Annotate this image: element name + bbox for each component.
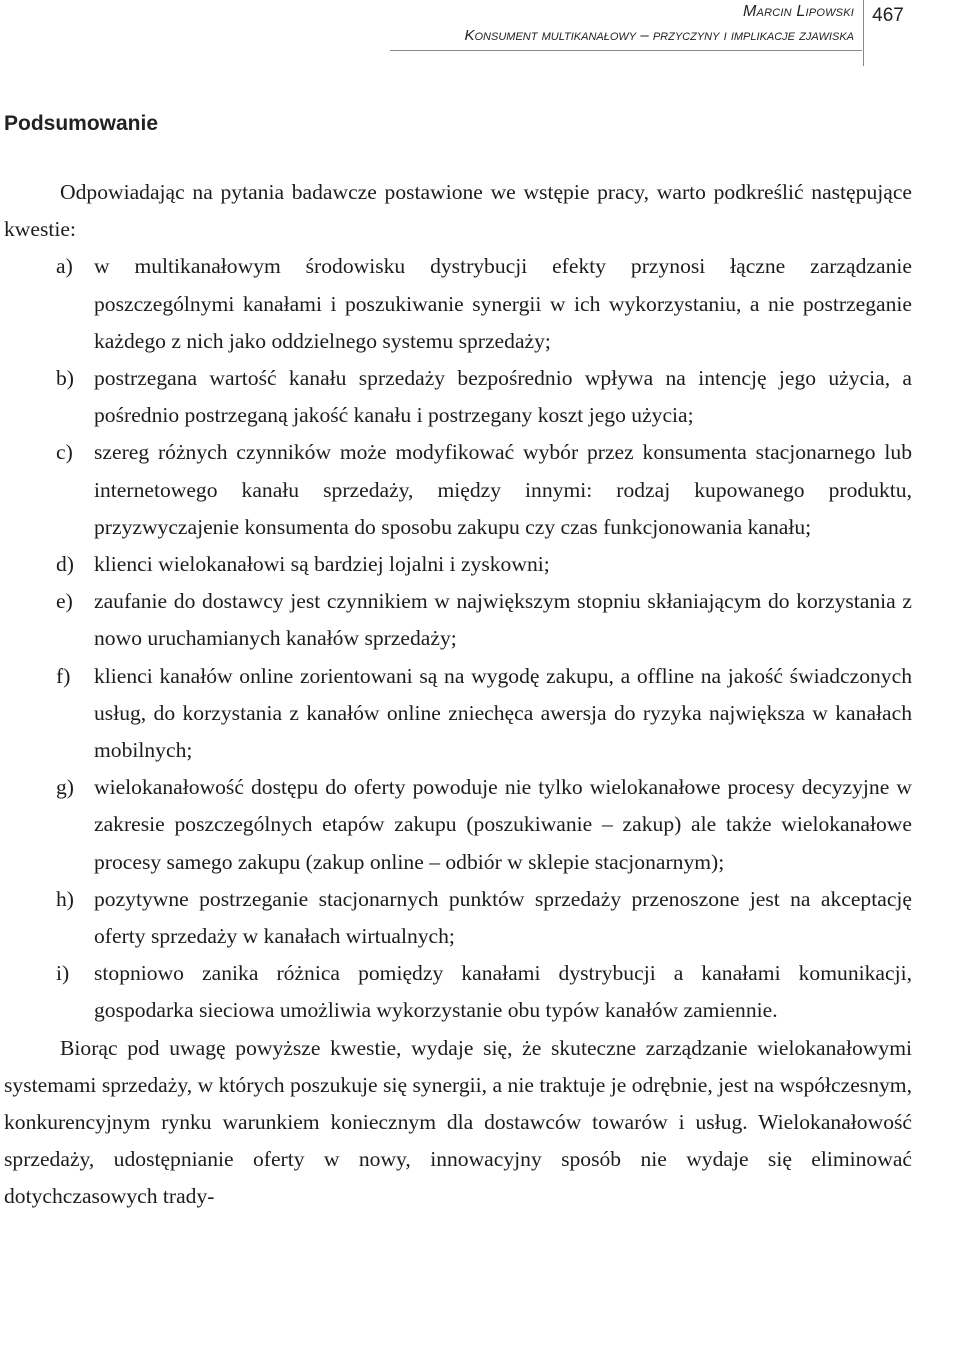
list-item <box>4 583 912 657</box>
list-item-marker: i) <box>56 961 70 986</box>
list-item-marker: b) <box>56 366 74 391</box>
list-item-marker: e) <box>56 589 73 614</box>
intro-paragraph: Odpowiadając na pytania badawcze postawione we wstępie pracy, warto podkreślić następujące kwestie: <box>4 180 912 242</box>
header-divider <box>390 50 862 51</box>
list-item-marker: h) <box>56 886 74 911</box>
page-number: 467 <box>872 5 904 26</box>
list-item <box>4 769 912 881</box>
list-item-marker: g) <box>56 775 74 800</box>
running-header <box>390 0 910 66</box>
list-item <box>4 434 912 546</box>
list-item-text: zaufanie do dostawcy jest czynnikiem w największym stopniu skłaniającym do korzystania z nowo uruchamianych kanałów sprzedaży; <box>94 589 912 651</box>
list-item <box>4 658 912 770</box>
list-item-text: pozytywne postrzeganie stacjonarnych punktów sprzedaży przenoszone jest na akceptację oferty sprzedaży w kanałach wirtualnych; <box>94 886 912 949</box>
list-item-marker: c) <box>56 440 73 465</box>
summary-list <box>4 248 912 1029</box>
section-title: Podsumowanie <box>4 112 159 135</box>
list-item <box>4 248 912 360</box>
header-author: Marcin Lipowski <box>743 3 854 20</box>
list-item-text: postrzegana wartość kanału sprzedaży bezpośrednio wpływa na intencję jego użycia, a pośrednio postrzeganą jakość kanału i postrzegany koszt jego użycia; <box>94 366 912 428</box>
list-item <box>4 881 912 955</box>
list-item-text: w multikanałowym środowisku dystrybucji efekty przynosi łączne zarządzanie poszczególnymi kanałami i poszukiwanie synergii w ich wykorzystaniu, a nie postrzeganie każdego z nich jako oddzielnego systemu sprzedaży; <box>94 254 912 353</box>
list-item-marker: a) <box>56 254 73 279</box>
conclusion-paragraph: Biorąc pod uwagę powyższe kwestie, wydaje się, że skuteczne zarządzanie wielokanałowymi systemami sprzedaży, w których poszukuje się synergii, a nie traktuje je odrębnie, jest na współczesnym, konkurencyjnym rynku warunkiem koniecznym dla dostawców towarów i usług. Wielokanałowość sprzedaży, udostępnianie oferty w nowy, innowacyjny sposób nie wydaje się eliminować dotychczasowych trady- <box>4 1035 912 1209</box>
list-item <box>4 955 912 1029</box>
list-item-text: klienci kanałów online zorientowani są na wygodę zakupu, a offline na jakość świadczonych usług, do korzystania z kanałów online zniechęca awersja do ryzyka największa w kanałach mobilnych; <box>94 663 912 763</box>
header-title: Konsument multikanałowy – przyczyny i implikacje zjawiska <box>464 27 854 44</box>
list-item-text: szereg różnych czynników może modyfikować wybór przez konsumenta stacjonarnego lub internetowego kanału sprzedaży, między innymi: rodzaj kupowanego produktu, przyzwyczajenie konsumenta do sposobu zakupu czy czas funkcjonowania kanału; <box>94 440 912 539</box>
list-item-text: stopniowo zanika różnica pomiędzy kanałami dystrybucji a kanałami komunikacji, gospodarka sieciowa umożliwia wykorzystanie obu typów kanałów zamiennie. <box>94 961 912 1023</box>
list-item-text: wielokanałowość dostępu do oferty powoduje nie tylko wielokanałowe procesy decyzyjne w zakresie poszczególnych etapów zakupu (poszukiwanie – zakup) ale także wielokanałowe procesy samego zakupu (zakup online – odbiór w sklepie stacjonarnym); <box>94 775 912 874</box>
list-item-text: klienci wielokanałowi są bardziej lojalni i zyskowni; <box>94 552 550 577</box>
body-text <box>4 174 912 1216</box>
list-item-marker: d) <box>56 552 74 577</box>
list-item <box>4 546 912 583</box>
header-vertical-divider <box>863 0 864 66</box>
list-item-marker: f) <box>56 663 71 688</box>
list-item <box>4 360 912 434</box>
